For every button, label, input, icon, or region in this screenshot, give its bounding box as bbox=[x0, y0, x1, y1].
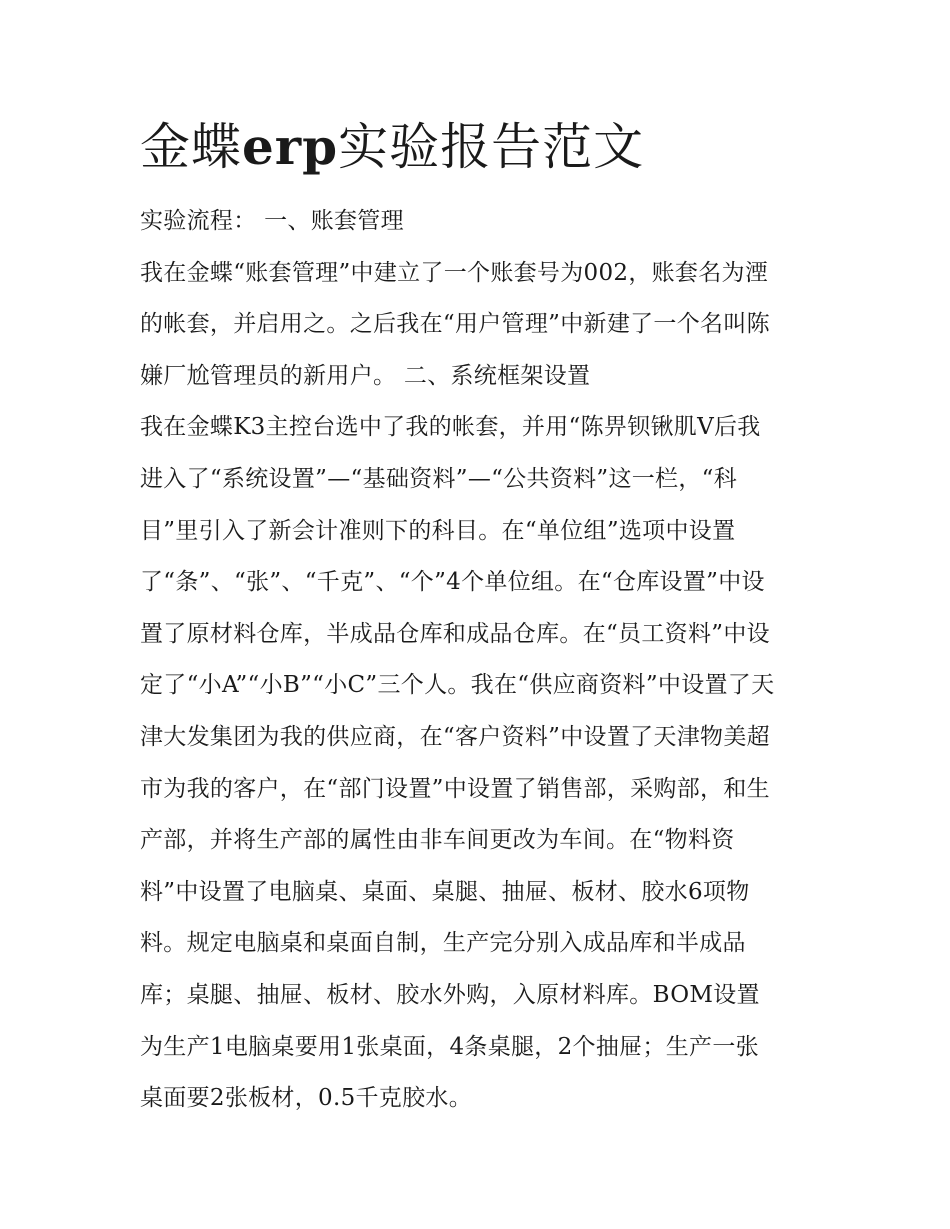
body-line: 目”里引入了新会计准则下的科目。在“单位组”选项中设置 bbox=[140, 517, 736, 544]
body-line: 我在金蝶“账套管理”中建立了一个账套号为002，账套名为湮 bbox=[140, 259, 769, 286]
body-line: 的帐套，并启用之。之后我在“用户管理”中新建了一个名叫陈 bbox=[140, 311, 770, 338]
body-line: 为生产1电脑桌要用1张桌面，4条桌腿，2个抽屉；生产一张 bbox=[140, 1033, 759, 1060]
body-line: 嫌厂尬管理员的新用户。 二、系统框架设置 bbox=[140, 362, 591, 389]
body-line: 了“条”、“张”、“千克”、“个”4个单位组。在“仓库设置”中设 bbox=[140, 569, 765, 596]
title-suffix: 实验报告范文 bbox=[338, 118, 645, 176]
body-line: 桌面要2张板材，0.5千克胶水。 bbox=[140, 1085, 473, 1112]
document-body bbox=[140, 196, 820, 1125]
document-title bbox=[140, 112, 644, 182]
body-line: 津大发集团为我的供应商，在“客户资料”中设置了天津物美超 bbox=[140, 723, 770, 750]
body-line: 产部，并将生产部的属性由非车间更改为车间。在“物料资 bbox=[140, 827, 735, 854]
body-line: 实验流程： 一、账套管理 bbox=[140, 208, 404, 234]
body-line: 库；桌腿、抽屉、板材、胶水外购，入原材料库。BOM设置 bbox=[140, 981, 760, 1008]
body-line: 市为我的客户，在“部门设置”中设置了销售部，采购部，和生 bbox=[140, 775, 770, 802]
body-line: 进入了“系统设置”—“基础资料”—“公共资料”这一栏，“科 bbox=[140, 465, 738, 492]
body-line: 我在金蝶K3主控台选中了我的帐套，并用“陈畀钡锹肌Ⅴ后我 bbox=[140, 414, 761, 441]
title-prefix: 金蝶 bbox=[140, 118, 242, 176]
body-line: 料”中设置了电脑桌、桌面、桌腿、抽屉、板材、胶水6项物 bbox=[140, 878, 750, 905]
body-line: 置了原材料仓库，半成品仓库和成品仓库。在“员工资料”中设 bbox=[140, 620, 770, 647]
title-bold-word: erp bbox=[242, 117, 339, 176]
body-line: 料。规定电脑桌和桌面自制，生产完分别入成品库和半成品 bbox=[140, 930, 746, 957]
body-line: 定了“小A”“小B”“小C”三个人。我在“供应商资料”中设置了天 bbox=[140, 672, 775, 699]
